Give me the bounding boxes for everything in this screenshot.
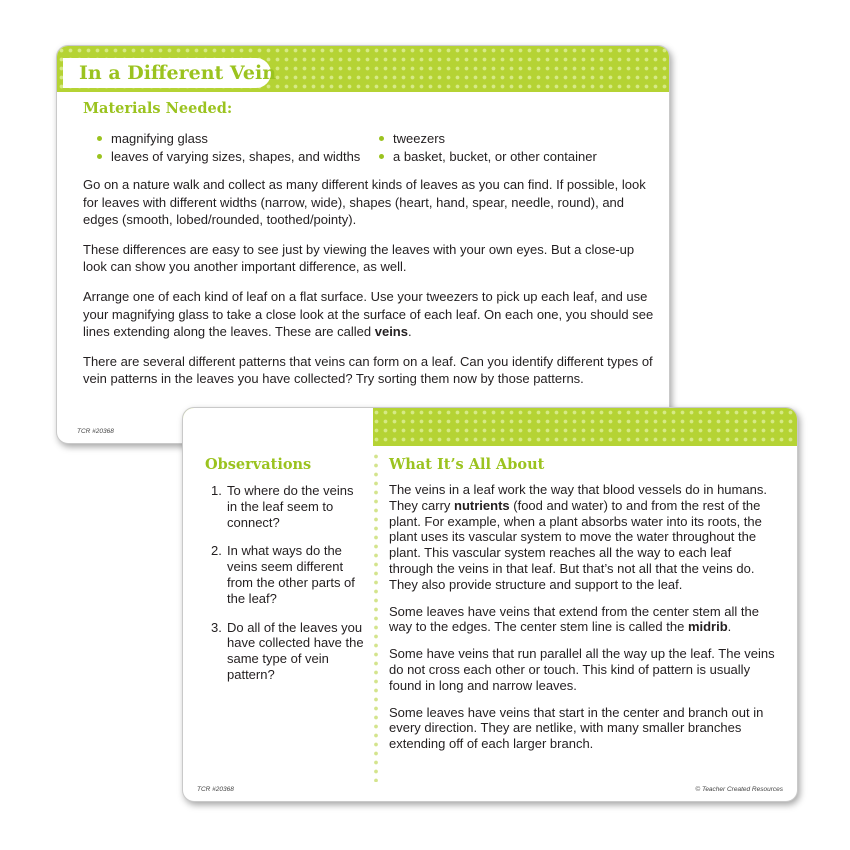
term-midrib: midrib: [687, 619, 728, 635]
materials-list-col1: [95, 130, 360, 166]
activity-card-front: [56, 45, 670, 444]
paragraph: Some leaves have veins that extend from the center stem all the way to the edges. The center stem line is called the midrib.: [389, 603, 759, 635]
materials-list-col2: [377, 130, 597, 166]
footer-code: TCR #20368: [197, 786, 234, 793]
list-item: a basket, bucket, or other container: [377, 148, 597, 166]
list-item: 2. In what ways do the veins seem different from the other parts of the leaf?: [211, 543, 355, 606]
paragraph: The veins in a leaf work the way that blood vessels do in humans. They carry nutrients (food and water) to and from the rest of the plant. For example, when a plant absorbs water into its roots, the plant uses its vascular system to move the water throughout the plant. This vascular system reaches all the way to each leaf through the veins in that leaf. But that’s not all that the veins do. They also provide structure and support to the leaf.: [389, 482, 767, 592]
list-item: 3. Do all of the leaves you have collected have the same type of vein pattern?: [211, 619, 364, 682]
list-item: magnifying glass: [95, 130, 360, 148]
list-item: leaves of varying sizes, shapes, and widths: [95, 148, 360, 166]
paragraph: Some leaves have veins that start in the center and branch out in every direction. They are netlike, with many smaller branches extending off of each larger branch.: [389, 704, 764, 752]
paragraph: These differences are easy to see just by viewing the leaves with your own eyes. But a close-up look can show you another important difference, as well.: [83, 241, 635, 275]
paragraph: Some have veins that run parallel all the way up the leaf. The veins do not cross each other or touch. This kind of pattern is usually found in long and narrow leaves.: [389, 646, 775, 693]
activity-card-back: [182, 407, 798, 802]
paragraph: There are several different patterns that veins can form on a leaf. Can you identify different types of vein patterns in the leaves you have collected? Try sorting them now by those patterns.: [83, 353, 653, 387]
about-heading: What It’s All About: [389, 456, 545, 473]
list-item: 1. To where do the veins in the leaf seem to connect?: [211, 483, 354, 530]
instructions-body: [83, 176, 655, 400]
term-veins: veins: [374, 324, 408, 340]
card-title: In a Different Vein: [63, 58, 271, 88]
list-item: tweezers: [377, 130, 597, 148]
footer-code: TCR #20368: [77, 428, 114, 435]
column-divider: [373, 452, 379, 782]
term-nutrients: nutrients: [454, 497, 510, 513]
observations-list: [205, 483, 365, 696]
paragraph: Arrange one of each kind of leaf on a flat surface. Use your tweezers to pick up each leaf, and use your magnifying glass to take a close look at the surface of each leaf. On each one, you should see lines extending along the leaves. These are called veins.: [83, 288, 654, 340]
observations-heading: Observations: [205, 456, 312, 473]
footer-copyright: © Teacher Created Resources: [695, 786, 783, 793]
materials-heading: Materials Needed:: [83, 100, 233, 117]
explanation-body: [389, 482, 775, 763]
paragraph: Go on a nature walk and collect as many different kinds of leaves as you can find. If possible, look for leaves with different widths (narrow, wide), shapes (heart, hand, spear, needle, round), and edges (smooth, lobed/rounded, toothed/pointy).: [83, 177, 646, 228]
